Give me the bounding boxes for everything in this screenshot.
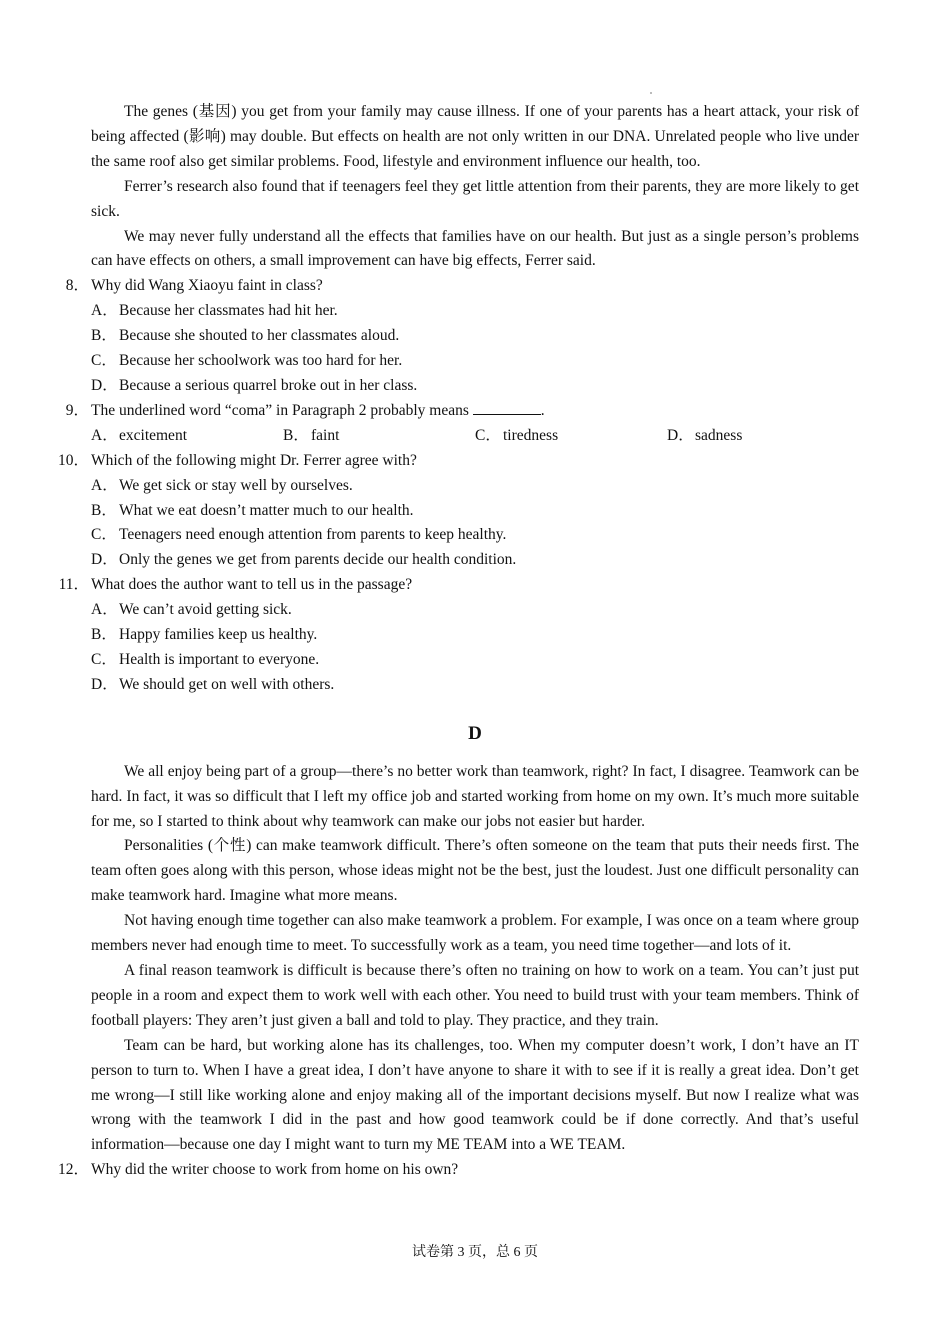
scan-speck — [650, 92, 652, 94]
options-row — [91, 424, 859, 449]
option-d: D．We should get on well with others. — [91, 675, 335, 693]
option-a: A．We can’t avoid getting sick. — [91, 601, 292, 619]
question-number: 9． — [65, 401, 89, 419]
passage-d-paragraph: Not having enough time together can also make teamwork a problem. For example, I was once on a team where group members never had enough time to meet. To successfully work as a team, you need time together—and lots of it. — [91, 912, 859, 955]
option-c: C． tiredness — [475, 426, 559, 444]
question-text: Why did Wang Xiaoyu faint in class? — [91, 277, 323, 295]
option-b: B． faint — [283, 426, 340, 444]
question-10 — [57, 449, 859, 574]
question-9: 9． The underlined word “coma” in Paragraph 2 probably means . A．excitement B． faint C． tiredness D．sadness — [91, 399, 859, 449]
option-a: A．We get sick or stay well by ourselves. — [91, 476, 353, 494]
option-a: A．Because her classmates had hit her. — [91, 302, 338, 320]
page-footer: 试卷第 3 页，总 6 页 — [412, 1245, 538, 1260]
page-content — [57, 100, 859, 1183]
question-text: Which of the following might Dr. Ferrer agree with? — [91, 451, 417, 469]
option-c: C． Because her schoolwork was too hard for her. — [91, 352, 403, 370]
passage-c-paragraph: The genes (基因) you get from your family may cause illness. If one of your parents has a heart attack, your risk of being affected (影响) may double. But effects on health are not only written in our DNA. Unrelated people who live under the same roof also get similar problems. Food, lifestyle and environment influence our health, too. — [91, 103, 859, 170]
passage-d-paragraph: Team can be hard, but working alone has its challenges, too. When my computer doesn’t work, I don’t have an IT person to turn to. When I have a great idea, I don’t have anyone to share it with to see if it is really a great idea. Don’t get me wrong—I still like working alone and enjoy making all of the important decisions myself. But now I realize what was wrong with the teamwork I did in the past and how good teamwork could be if done correctly. And that’s useful information—because one day I might want to turn my ME TEAM into a WE TEAM. — [91, 1036, 859, 1154]
question-text: Why did the writer choose to work from home on his own? — [91, 1161, 459, 1179]
passage-d-paragraph: A final reason teamwork is difficult is because there’s often no training on how to work on a team. You can’t just put people in a room and expect them to work well with each other. You need to build trust with your team members. Think of football players: They aren’t just given a ball and told to play. They practice, and they train. — [91, 962, 859, 1029]
option-d: D．Because a serious quarrel broke out in her class. — [91, 376, 418, 394]
option-b: B． Happy families keep us healthy. — [91, 626, 318, 644]
option-b: B． Because she shouted to her classmates aloud. — [91, 327, 400, 345]
passage-d-paragraph: Personalities (个性) can make teamwork difficult. There’s often someone on the team that puts their needs first. The team often goes along with this person, whose ideas might not be the best, just the loudest. Just one difficult personality can make teamwork hard. Imagine what more means. — [91, 837, 859, 905]
question-text: The underlined word “coma” in Paragraph 2 probably means — [91, 401, 473, 419]
question-8 — [65, 274, 859, 399]
question-12 — [57, 1158, 859, 1183]
answer-blank — [473, 400, 541, 415]
option-c: C． Teenagers need enough attention from parents to keep healthy. — [91, 526, 507, 544]
question-number: 12． — [57, 1161, 89, 1179]
question-text: What does the author want to tell us in the passage? — [91, 576, 413, 594]
question-number: 8． — [65, 277, 89, 295]
question-number: 11． — [58, 576, 89, 594]
question-number: 10． — [57, 451, 89, 469]
option-d: D．sadness — [667, 426, 743, 444]
option-d: D．Only the genes we get from parents decide our health condition. — [91, 551, 517, 569]
passage-d-paragraph: We all enjoy being part of a group—there’s no better work than teamwork, right? In fact, I disagree. Teamwork can be hard. In fact, it was so difficult that I left my office job and started working from home on my own. It’s much more suitable for me, so I started to think about why teamwork can make our jobs not easier but harder. — [91, 762, 859, 830]
question-11 — [58, 573, 859, 698]
option-a: A．excitement — [91, 426, 187, 444]
passage-c-paragraph: Ferrer’s research also found that if teenagers feel they get little attention from their parents, they are more likely to get sick. — [91, 177, 859, 220]
section-d-title: D — [468, 722, 482, 744]
option-b: B． What we eat doesn’t matter much to our health. — [91, 501, 414, 519]
passage-c-paragraph: We may never fully understand all the effects that families have on our health. But just as a single person’s problems can have effects on others, a small improvement can have big effects, Ferrer said. — [91, 227, 859, 270]
option-c: C． Health is important to everyone. — [91, 650, 320, 668]
